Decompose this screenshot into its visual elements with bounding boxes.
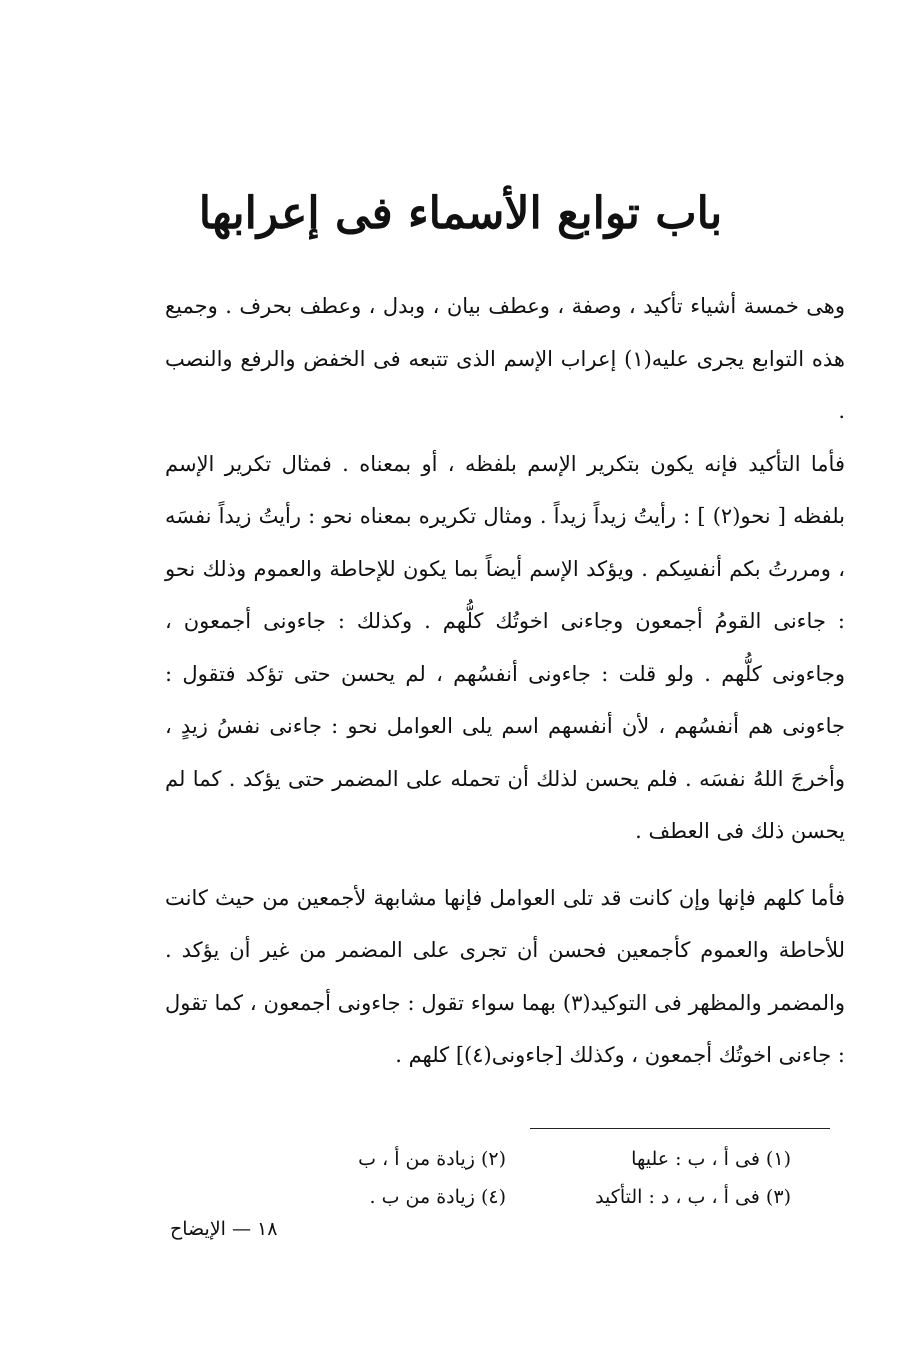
chapter-title: باب توابع الأسماء فى إعرابها (198, 188, 723, 239)
paragraph-3: فأما كلهم فإنها وإن كانت قد تلى العوامل فإنها مشابهة لأجمعين من حيث كانت للأحاطة والعموم كأجمعين فحسن أن تجرى على المضمر من غير أن يؤكد . والمضمر والمظهر فى التوكيد(٣) بهما سواء تقول : جاءونى أجمعون ، كما تقول : جاءنى اخوتُك أجمعون ، وكذلك [جاءونى(٤)] كلهم . (165, 885, 845, 1067)
footnote-1: (١) فى أ ، ب : عليها (631, 1148, 791, 1170)
paragraph-2: فأما التأكيد فإنه يكون بتكرير الإسم بلفظه ، أو بمعناه . فمثال تكرير الإسم بلفظه [ نحو(٢) ] : رأيتُ زيداً زيداً . ومثال تكريره بمعناه نحو : رأيتُ زيداً نفسَه ، ومررتُ بكم أنفسِكم . ويؤكد الإسم أيضاً بما يكون للإحاطة والعموم وذلك نحو : جاءنى القومُ أجمعون وجاءنى اخوتُك كلُّهم . وكذلك : جاءونى أجمعون ، وجاءونى كلُّهم . ولو قلت : جاءونى أنفسُهم ، لم يحسن حتى تؤكد فتقول : جاءونى هم أنفسُهم ، لأن أنفسهم اسم يلى العوامل نحو : جاءنى نفسُ زيدٍ ، وأخرجَ اللهُ نفسَه . فلم يحسن لذلك أن تحمله على المضمر حتى يؤكد . كما لم يحسن ذلك فى العطف . (165, 451, 845, 843)
paragraph-1: وهى خمسة أشياء تأكيد ، وصفة ، وعطف بيان ، وبدل ، وعطف بحرف . وجميع هذه التوابع يجرى عليه(١) إعراب الإسم الذى تتبعه فى الخفض والرفع والنصب . (165, 294, 845, 423)
footnote-2: (٢) زيادة من أ ، ب (358, 1148, 506, 1170)
page-folio: ١٨ — الإيضاح (170, 1218, 278, 1240)
footnote-4: (٤) زيادة من ب . (369, 1186, 506, 1208)
footnote-3: (٣) فى أ ، ب ، د : التأكيد (595, 1186, 791, 1208)
footnote-rule (530, 1128, 830, 1129)
main-text (165, 280, 845, 1082)
